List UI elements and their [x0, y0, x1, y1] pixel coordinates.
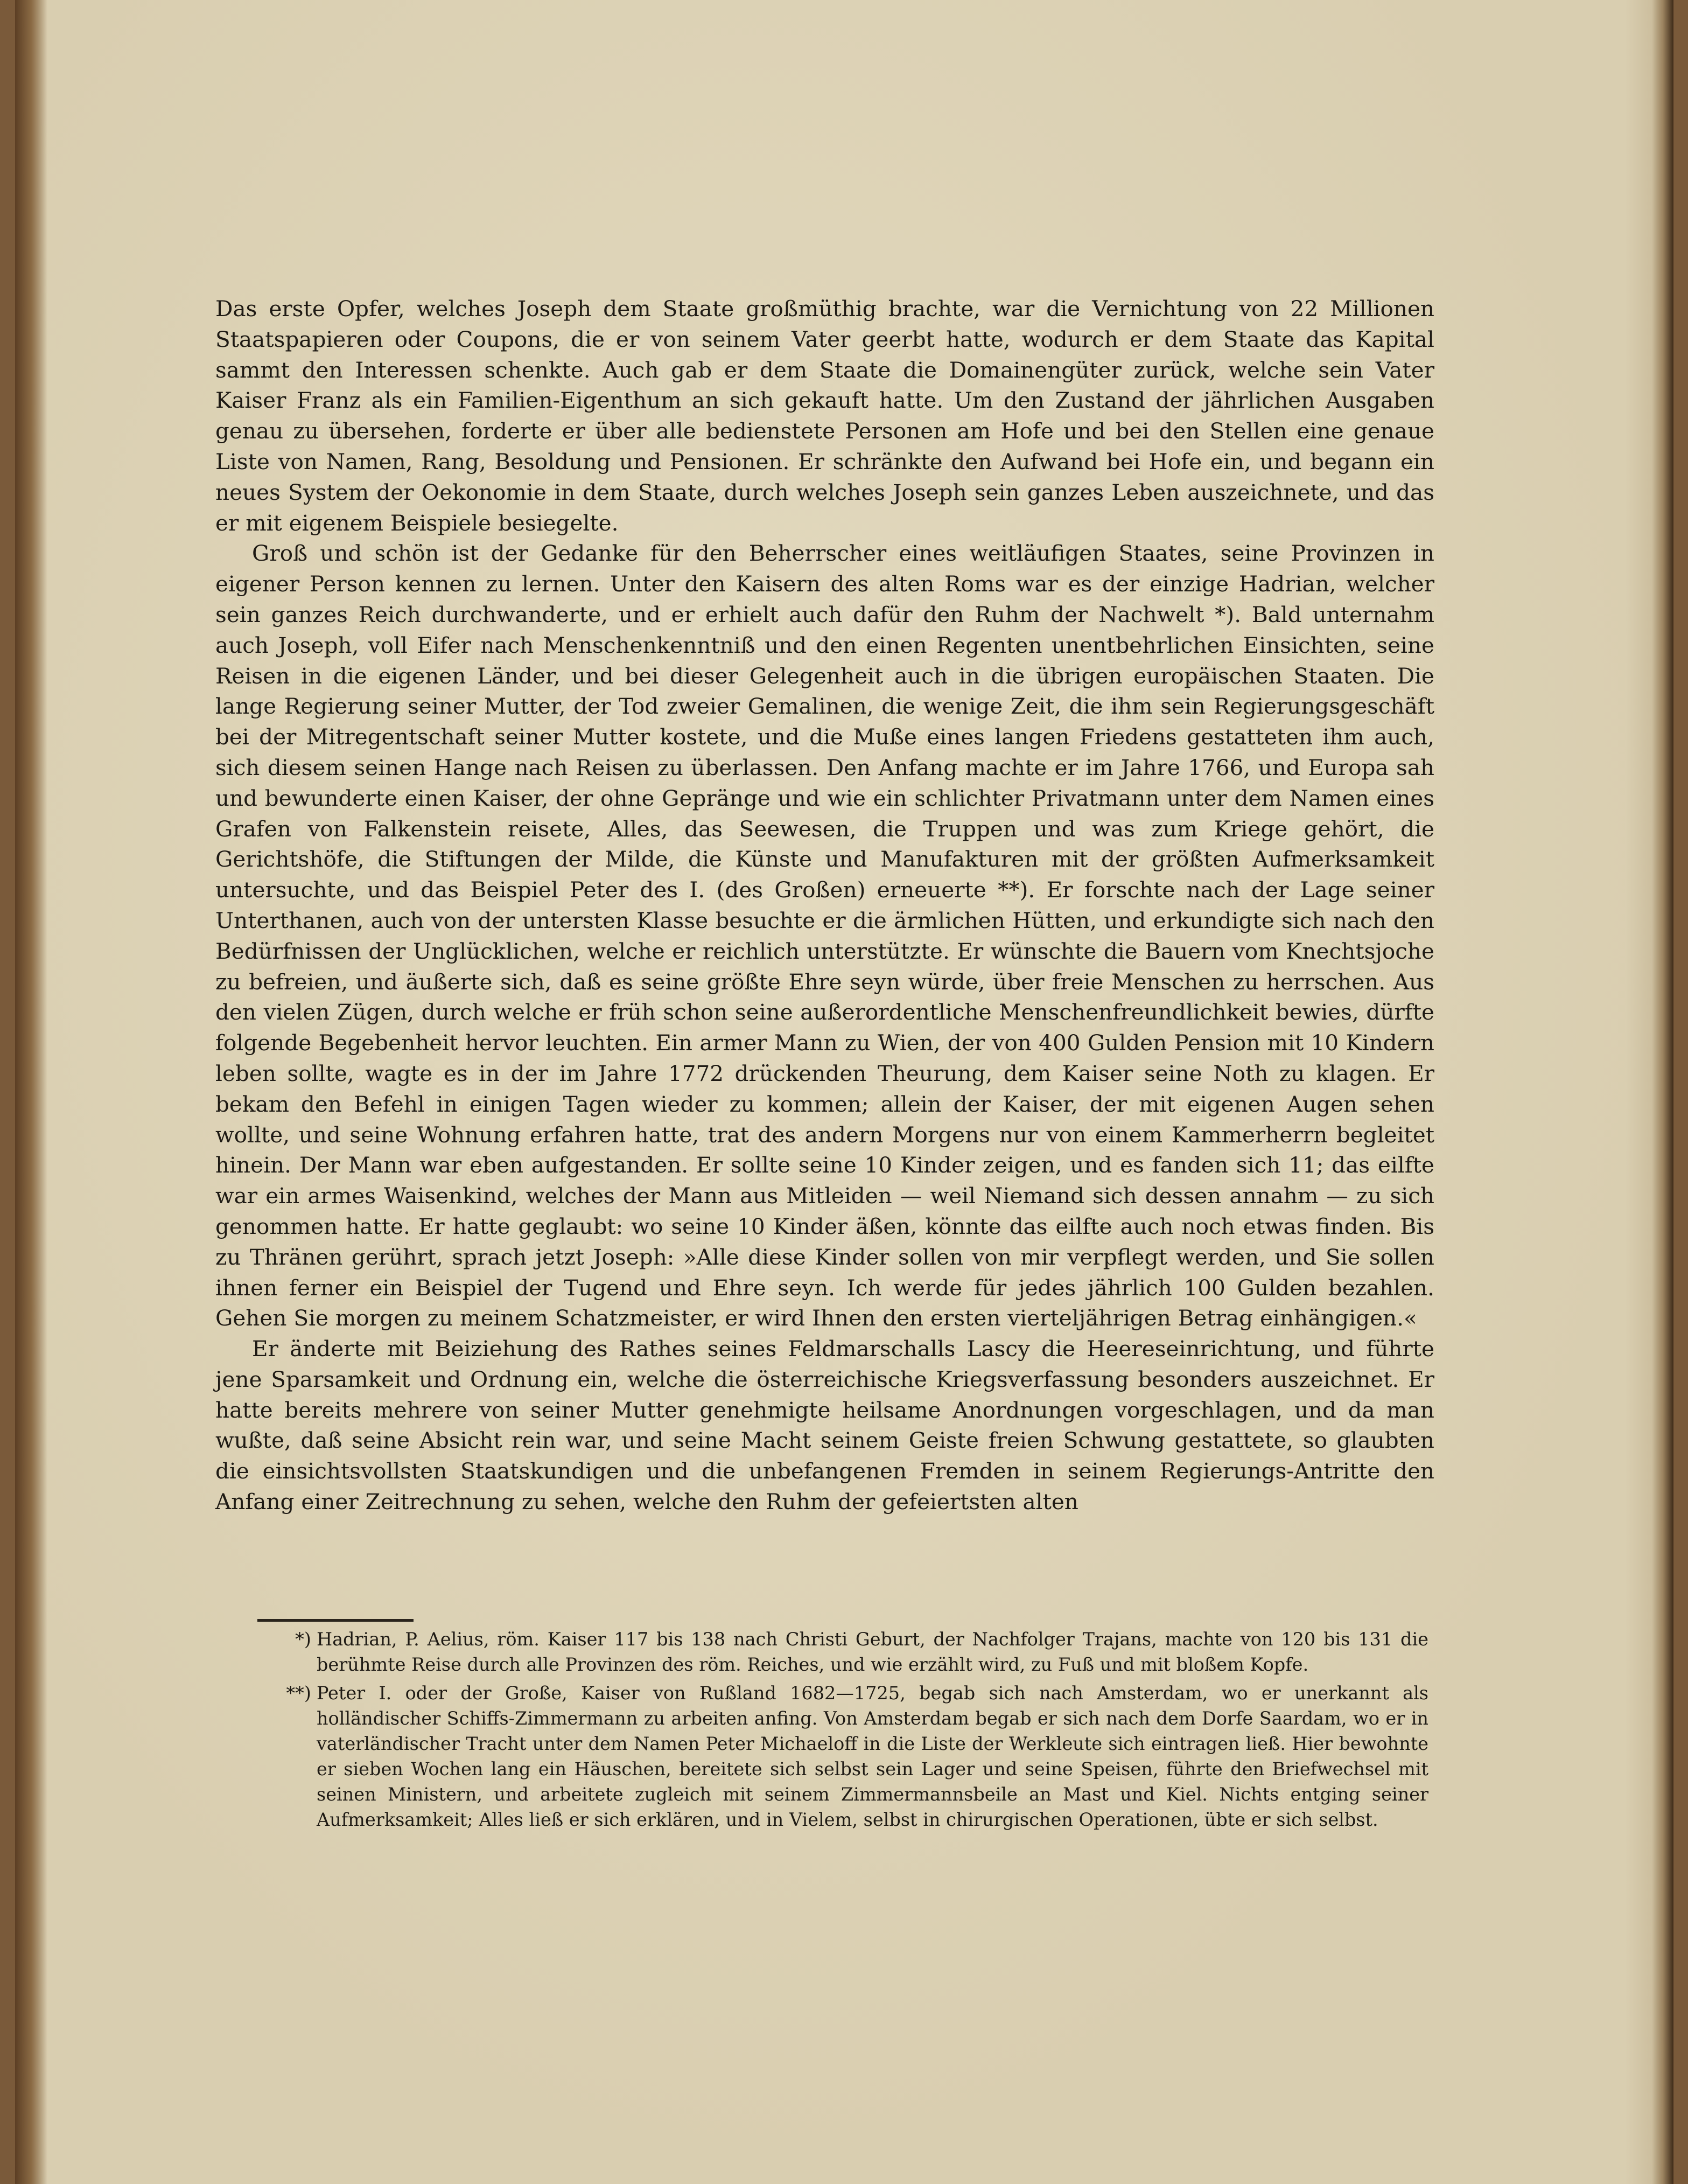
page-edge: [1652, 0, 1673, 2184]
footnote-mark: **): [286, 1683, 311, 1704]
footnotes: [249, 1627, 1428, 1836]
book-gutter: [15, 0, 47, 2184]
footnote-text: Hadrian, P. Aelius, röm. Kaiser 117 bis 138 nach Christi Geburt, der Nachfolger Trajans, machte von 120 bis 131 die berühmte Reise durch alle Provinzen des röm. Reiches, und wie erzählt wird, zu Fuß und mit bloßem Kopfe.: [317, 1629, 1428, 1675]
footnote-2: [249, 1680, 1428, 1832]
footnote-mark: *): [295, 1629, 311, 1650]
paragraph-1: Das erste Opfer, welches Joseph dem Staate großmüthig brachte, war die Vernichtung von 22 Millionen Staatspapieren oder Coupons, die er von seinem Vater geerbt hatte, wodurch er dem Staate das Kapital sammt den Interessen schenkte. Auch gab er dem Staate die Domainengüter zurück, welche sein Vater Kaiser Franz als ein Familien-Eigenthum an sich gekauft hatte. Um den Zustand der jährlichen Ausgaben genau zu übersehen, forderte er über alle bedienstete Personen am Hofe und bei den Stellen eine genaue Liste von Namen, Rang, Besoldung und Pensionen. Er schränkte den Aufwand bei Hofe ein, und begann ein neues System der Oekonomie in dem Staate, durch welches Joseph sein ganzes Leben auszeichnete, und das er mit eigenem Beispiele besiegelte.: [215, 296, 1434, 536]
footnote-separator: [257, 1619, 414, 1622]
footnote-1: [249, 1627, 1428, 1677]
paragraph-2: Groß und schön ist der Gedanke für den Beherrscher eines weitläufigen Staates, seine Provinzen in eigener Person kennen zu lernen. Unter den Kaisern des alten Roms war es der einzige Hadrian, welcher sein ganzes Reich durchwanderte, und er erhielt auch dafür den Ruhm der Nachwelt *). Bald unternahm auch Joseph, voll Eifer nach Menschenkenntniß und den einen Regenten unentbehrlichen Einsichten, seine Reisen in die eigenen Länder, und bei dieser Gelegenheit auch in die übrigen europäischen Staaten. Die lange Regierung seiner Mutter, der Tod zweier Gemalinen, die wenige Zeit, die ihm sein Regierungsgeschäft bei der Mitregentschaft seiner Mutter kostete, und die Muße eines langen Friedens gestatteten ihm auch, sich diesem seinen Hange nach Reisen zu überlassen. Den Anfang machte er im Jahre 1766, und Europa sah und bewunderte einen Kaiser, der ohne Gepränge und wie ein schlichter Privatmann unter dem Namen eines Grafen von Falkenstein reisete, Alles, das Seewesen, die Truppen und was zum Kriege gehört, die Gerichtshöfe, die Stiftungen der Milde, die Künste und Manufakturen mit der größten Aufmerksamkeit untersuchte, und das Beispiel Peter des I. (des Großen) erneuerte **). Er forschte nach der Lage seiner Unterthanen, auch von der untersten Klasse besuchte er die ärmlichen Hütten, und erkundigte sich nach den Bedürfnissen der Unglücklichen, welche er reichlich unterstützte. Er wünschte die Bauern vom Knechtsjoche zu befreien, und äußerte sich, daß es seine größte Ehre seyn würde, über freie Menschen zu herrschen. Aus den vielen Zügen, durch welche er früh schon seine außerordentliche Menschenfreundlichkeit bewies, dürfte folgende Begebenheit hervor leuchten. Ein armer Mann zu Wien, der von 400 Gulden Pension mit 10 Kindern leben sollte, wagte es in der im Jahre 1772 drückenden Theurung, dem Kaiser seine Noth zu klagen. Er bekam den Befehl in einigen Tagen wieder zu kommen; allein der Kaiser, der mit eigenen Augen sehen wollte, und seine Wohnung erfahren hatte, trat des andern Morgens nur von einem Kammerherrn begleitet hinein. Der Mann war eben aufgestanden. Er sollte seine 10 Kinder zeigen, und es fanden sich 11; das eilfte war ein armes Waisenkind, welches der Mann aus Mitleiden — weil Niemand sich dessen annahm — zu sich genommen hatte. Er hatte geglaubt: wo seine 10 Kinder äßen, könnte das eilfte auch noch etwas finden. Bis zu Thränen gerührt, sprach jetzt Joseph: »Alle diese Kinder sollen von mir verpflegt werden, und Sie sollen ihnen ferner ein Beispiel der Tugend und Ehre seyn. Ich werde für jedes jährlich 100 Gulden bezahlen. Gehen Sie morgen zu meinem Schatzmeister, er wird Ihnen den ersten vierteljährigen Betrag einhängigen.«: [215, 540, 1434, 1331]
main-text: [215, 294, 1434, 1517]
paragraph-3: Er änderte mit Beiziehung des Rathes seines Feldmarschalls Lascy die Heereseinrichtung, und führte jene Sparsamkeit und Ordnung ein, welche die österreichische Kriegsverfassung besonders auszeichnet. Er hatte bereits mehrere von seiner Mutter genehmigte heilsame Anordnungen vorgeschlagen, und da man wußte, daß seine Absicht rein war, und seine Macht seinem Geiste freien Schwung gestattete, so glaubten die einsichtsvollsten Staatskundigen und die unbefangenen Fremden in seinem Regierungs-Antritte den Anfang einer Zeitrechnung zu sehen, welche den Ruhm der gefeiertsten alten: [215, 1336, 1434, 1515]
book-page: [15, 0, 1673, 2184]
footnote-text: Peter I. oder der Große, Kaiser von Rußland 1682—1725, begab sich nach Amsterdam, wo er unerkannt als holländischer Schiffs-Zimmermann zu arbeiten anfing. Von Amsterdam begab er sich nach dem Dorfe Saardam, wo er in vaterländischer Tracht unter dem Namen Peter Michaeloff in die Liste der Werkleute sich eintragen ließ. Hier bewohnte er sieben Wochen lang ein Häuschen, bereitete sich selbst sein Lager und seine Speisen, führte den Briefwechsel mit seinen Ministern, und arbeitete zugleich mit seinem Zimmermannsbeile an Mast und Kiel. Nichts entging seiner Aufmerksamkeit; Alles ließ er sich erklären, und in Vielem, selbst in chirurgischen Operationen, übte er sich selbst.: [317, 1683, 1428, 1830]
